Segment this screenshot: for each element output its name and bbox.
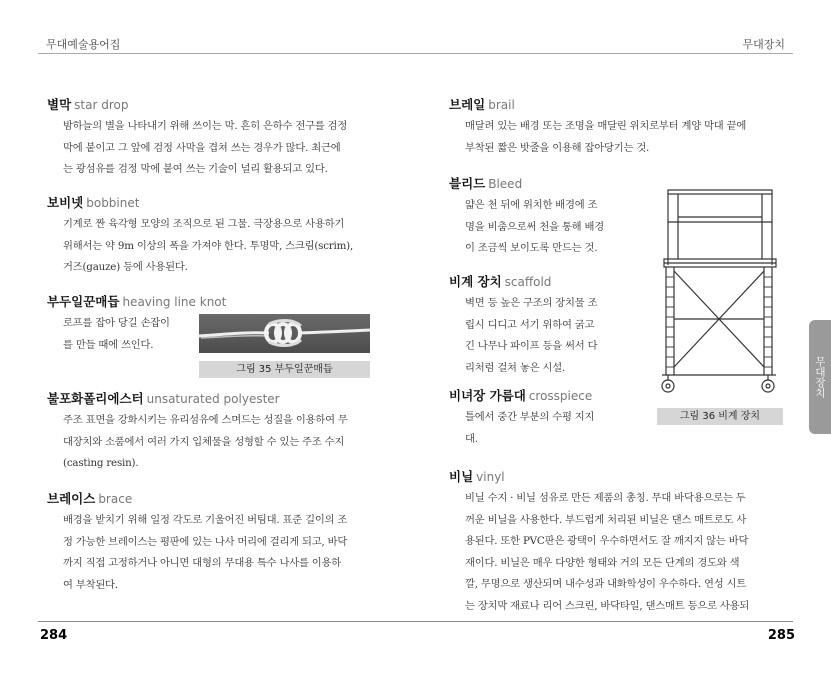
entry-term: 브레일 brail (449, 97, 515, 112)
entry-term: 불포화폴리에스터 unsaturated polyester (47, 391, 280, 406)
entry-bleed (449, 174, 649, 260)
entry-definition: 배경을 받치기 위해 일정 각도로 기울어진 버팀대. 표준 길이의 조 정 가능한 브레이스는 평판에 있는 나사 머리에 걸리게 되고, 바닥 까지 직접 고정하거나 아니면 대형의 무대용 특수 나사를 이용하 여 부착된다. (63, 514, 348, 591)
entry-term: 블리드 Bleed (449, 176, 523, 191)
running-header-right: 무대장치 (742, 38, 785, 51)
scaffold-drawing (654, 187, 784, 400)
entry-brail (449, 95, 794, 159)
entry-definition: 비닐 수지 · 비닐 섬유로 만든 제품의 총칭. 무대 바닥용으로는 두 꺼운 비닐을 사용한다. 부드럽게 처리된 비닐은 댄스 매트로도 사 용된다. 또한 PVC판은 광택이 우수하면서도 잘 깨지지 않는 바닥 재이다. 비닐은 매우 다양한 형태와 거의 모든 단계의 경도와 색 깔, 무명으로 생산되며 내수성과 내화학성이 우수하다. 연성 시트 는 장치막 재료나 리어 스크린, 바닥타일, 댄스매트 등으로 사용되 (465, 492, 750, 612)
entry-brace (47, 489, 377, 596)
page-number-left: 284 (40, 628, 68, 643)
entry-definition: 벽면 등 높은 구조의 장치물 조 립시 디디고 서기 위하여 굵고 긴 나무나 파이프 등을 써서 다 리처럼 걸쳐 놓은 시설. (465, 297, 598, 374)
entry-definition: 밤하늘의 별을 나타내기 위해 쓰이는 막. 흔히 은하수 전구를 검정 막에 붙이고 그 앞에 검정 사막을 겹쳐 쓰는 경우가 많다. 최근에 는 광섬유를 검정 막에 붙여 쓰는 기술이 널리 활용되고 있다. (63, 120, 348, 175)
entry-scaffold (449, 272, 649, 379)
entry-star-drop (47, 95, 377, 181)
page-number-right: 285 (767, 628, 795, 643)
entry-unsaturated-polyester (47, 389, 377, 475)
section-side-tab: 무대장치 (809, 320, 831, 434)
entry-term: 부두일꾼매듭 heaving line knot (47, 294, 227, 309)
figure-36-caption: 그림 36 비계 장치 (657, 408, 783, 425)
figure-35-caption: 그림 35 부두일꾼매듭 (199, 361, 370, 378)
entry-definition: 주조 표면을 강화시키는 유리섬유에 스며드는 성질을 이용하여 무 대장치와 소품에서 여러 가지 입체물을 성형할 수 있는 주조 수지 (casting resin). (63, 414, 348, 469)
footer-rule (38, 621, 793, 622)
entry-vinyl (449, 467, 794, 617)
entry-term: 비녀장 가름대 crosspiece (449, 388, 593, 403)
entry-term: 비닐 vinyl (449, 469, 505, 484)
entry-term: 비계 장치 scaffold (449, 274, 552, 289)
entry-definition: 얇은 천 뒤에 위치한 배경에 조 명을 비춤으로써 천을 통해 배경 이 조금씩 보이도록 만드는 것. (465, 199, 604, 254)
running-header-left: 무대예술용어집 (46, 38, 121, 51)
entry-term: 별막 star drop (47, 97, 129, 112)
header-rule (38, 53, 793, 54)
entry-definition: 매달려 있는 배경 또는 조명을 매달린 위치로부터 계양 막대 끝에 부착된 짧은 밧줄을 이용해 잡아당기는 것. (465, 120, 747, 154)
entry-bobbinet (47, 193, 377, 279)
entry-definition: 기계로 짠 육각형 모양의 조직으로 된 그물. 극장용으로 사용하기 위해서는 약 9m 이상의 폭을 가져야 한다. 투명막, 스크림(scrim), 거즈(gauze) 등에 사용된다. (63, 218, 354, 273)
entry-crosspiece (449, 386, 649, 450)
entry-definition: 로프를 잡아 당길 손잡이 를 만들 때에 쓰인다. (63, 317, 170, 351)
entry-definition: 틀에서 중간 부분의 수평 지지 대. (465, 411, 595, 445)
entry-term: 보비넷 bobbinet (47, 195, 140, 210)
rope-knot-photo (199, 314, 370, 353)
entry-heaving-line-knot (47, 292, 227, 356)
entry-term: 브레이스 brace (47, 491, 133, 506)
